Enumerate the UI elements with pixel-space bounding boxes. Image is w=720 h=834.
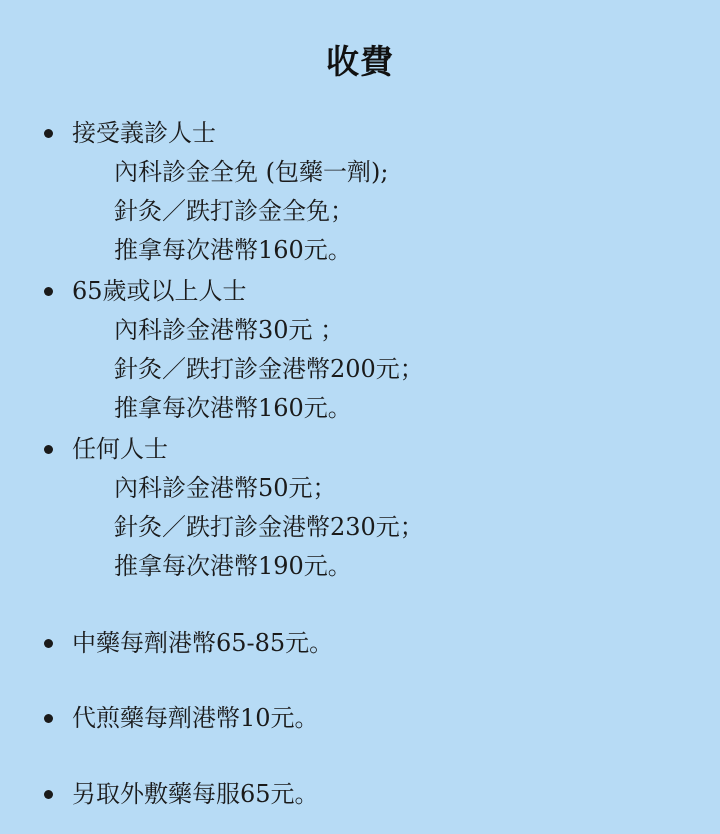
page-title: 收費	[326, 42, 394, 81]
group-heading: 65歲或以上人士	[72, 277, 247, 305]
bullet-icon	[44, 445, 53, 454]
fee-line-text: 針灸／跌打診金港幣230元；	[114, 513, 424, 541]
extra-fee-text: 代煎藥每劑港幣10元。	[72, 704, 319, 732]
list-item	[0, 699, 720, 738]
group-heading: 任何人士	[72, 435, 168, 463]
bullet-icon	[44, 287, 53, 296]
list-item	[0, 272, 720, 311]
fee-line-text: 內科診金全免 (包藥一劑);	[114, 158, 389, 186]
fee-line	[0, 311, 720, 350]
fee-line-text: 推拿每次港幣190元。	[114, 552, 352, 580]
fee-line-text: 針灸／跌打診金全免；	[114, 197, 354, 225]
fee-group-seniors	[0, 272, 720, 428]
fee-extra-herbal	[0, 624, 720, 663]
fee-line	[0, 192, 720, 231]
fee-line	[0, 508, 720, 547]
fee-extra-decoction	[0, 699, 720, 738]
list-item	[0, 624, 720, 663]
fee-line	[0, 547, 720, 586]
bullet-icon	[44, 790, 53, 799]
fee-line	[0, 231, 720, 270]
bullet-icon	[44, 639, 53, 648]
fee-line-text: 推拿每次港幣160元。	[114, 236, 352, 264]
group-heading: 接受義診人士	[72, 119, 216, 147]
fee-line-text: 內科診金港幣50元；	[114, 474, 337, 502]
bullet-icon	[44, 129, 53, 138]
fee-line	[0, 469, 720, 508]
extra-fee-text: 中藥每劑港幣65-85元。	[72, 629, 334, 657]
fee-extra-topical	[0, 775, 720, 814]
fee-line	[0, 350, 720, 389]
fee-group-anyone	[0, 430, 720, 586]
fee-line-text: 推拿每次港幣160元。	[114, 394, 352, 422]
list-item	[0, 430, 720, 469]
extra-fee-text: 另取外敷藥每服65元。	[72, 780, 319, 808]
list-item	[0, 775, 720, 814]
list-item	[0, 114, 720, 153]
fee-group-free-clinic	[0, 114, 720, 270]
fee-line-text: 內科診金港幣30元 ；	[114, 316, 345, 344]
fee-line	[0, 389, 720, 428]
fee-line	[0, 153, 720, 192]
bullet-icon	[44, 714, 53, 723]
fee-line-text: 針灸／跌打診金港幣200元；	[114, 355, 424, 383]
